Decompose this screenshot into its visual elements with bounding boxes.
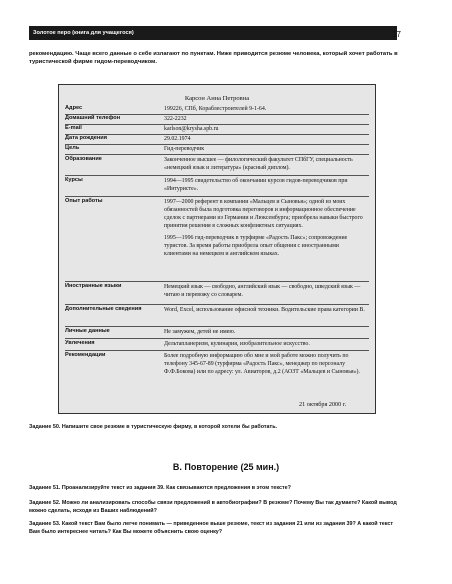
resume-value: Дельтапланеризм, кулинария, изобразительное искусство.: [164, 341, 310, 347]
resume-value: karlson@krysha.spb.ru: [164, 126, 219, 132]
resume-label: Рекомендации: [65, 352, 106, 358]
divider: [65, 338, 369, 339]
resume-value: Законченное высшее — филологический факультет СПбГУ, специальность «немецкий язык и литература» (красный диплом).: [164, 157, 353, 171]
book-title: Золотое перо (книга для учащегося): [33, 30, 134, 36]
page-header: [29, 26, 397, 40]
resume-label: Иностранные языки: [65, 283, 122, 289]
task-51: Задание 51. Проанализируйте текст из задания 39. Как связываются предложения в этом тексте?: [29, 485, 291, 491]
resume-value: 1994—1995 свидетельство об окончании курсов гидов-переводчиков при «Интуристе».: [164, 178, 348, 192]
resume-label: Дополнительные сведения: [65, 306, 142, 312]
divider: [65, 350, 369, 351]
resume-label: Цель: [65, 145, 80, 151]
resume-value: Не замужем, детей не имею.: [164, 329, 236, 335]
resume-box: [58, 84, 376, 414]
resume-value: 199226, СПб, Кораблестроителей 9-1-64.: [164, 106, 267, 112]
task-52: Задание 52. Можно ли анализировать способы связи предложений в автобиографии? В резюме? Почему Вы так думаете? Какой вывод можно сделать, исходя из Ваших наблюдений?: [29, 500, 397, 514]
resume-value: Word, Excel, использование офисной техники. Водительские права категории В.: [164, 307, 365, 313]
task-50: Задание 50. Напишите свое резюме в туристическую фирму, в которой хотели бы работать.: [29, 424, 278, 430]
resume-label: Опыт работы: [65, 198, 103, 204]
resume-value: Немецкий язык — свободно, английский язык — свободно, шведский язык — читаю и перевожу со словарем.: [164, 284, 361, 298]
resume-label: Адрес: [65, 105, 83, 111]
resume-value: 322-2232: [164, 116, 187, 122]
resume-label: Курсы: [65, 177, 83, 183]
resume-value: Гид-переводчик: [164, 146, 205, 152]
intro-paragraph: рекомендацию. Чаще всего данные о себе излагают по пунктам. Ниже приводится резюме человека, который хочет работать в туристической фирме гидом-переводчиком.: [29, 51, 398, 65]
resume-value: 1997—2000 референт в компании «Мальцев и Сыновья»; одной из моих обязанностей была подготовка переговоров и информационное обеспечение сделок с партнерами из Германии и Люксембурга; приобрела навыки быстрого принятия решения в сложных конфликтных ситуациях. 1995—1996 гид-переводчик в турфирме «Радость Пакс»; сопровождение туристов. За время работы приобрела опыт общения с иностранными клиентами на немецком и английском языках.: [164, 199, 363, 257]
resume-value: 29.02.1974: [164, 136, 191, 142]
section-title: В. Повторение (25 мин.): [172, 462, 280, 472]
resume-label: Увлечения: [65, 340, 95, 346]
divider: [65, 326, 369, 327]
resume-label: Домашний телефон: [65, 115, 121, 121]
divider: [65, 281, 369, 282]
page-number: 17: [392, 30, 401, 39]
resume-label: Образование: [65, 156, 102, 162]
resume-date: 21 октября 2000 г.: [299, 401, 347, 408]
resume-label: Личные данные: [65, 328, 110, 334]
resume-label: E-mail: [65, 125, 82, 131]
divider: [65, 304, 369, 305]
resume-label: Дата рождения: [65, 135, 107, 141]
divider: [65, 154, 369, 155]
task-53: Задание 53. Какой текст Вам было легче понимать — приведенное выше резюме, текст из задания 21 или из задания 39? А какой текст Вам было интереснее читать? Как Вы можете объяснить свою оценку?: [29, 521, 394, 535]
resume-value: Более подробную информацию обо мне и мой работе можно получить по телефону 345-67-89 (турфирма «Радость Пакс», менеджер по персоналу Ф.Ф.Бокова) или по адресу: ул. Авиаторов, д.2 (АОЗТ «Мальцев и Сыновья»).: [164, 353, 360, 375]
divider: [65, 175, 369, 176]
resume-name: Карсон Анна Петровна: [184, 95, 250, 102]
divider: [65, 196, 369, 197]
